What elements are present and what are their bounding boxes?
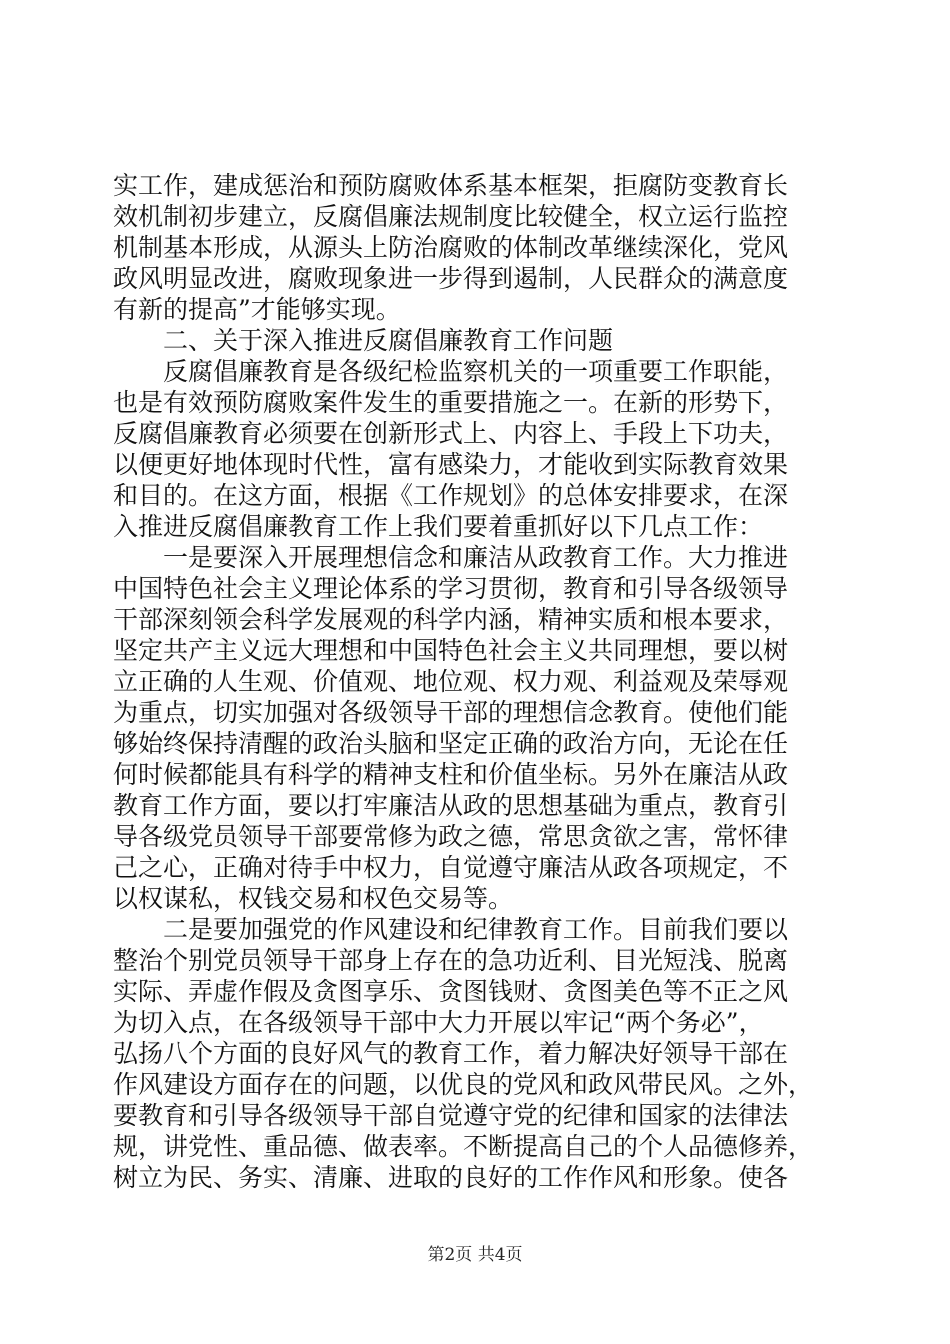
text-line: 为切入点，在各级领导干部中大力开展以牢记“两个务必”， (113, 1008, 764, 1037)
document-body (113, 170, 833, 1193)
page-footer: 第2页 共4页 (427, 1245, 523, 1265)
text-line: 作风建设方面存在的问题，以优良的党风和政风带民风。之外， (113, 1070, 814, 1099)
text-line: 要教育和引导各级领导干部自觉遵守党的纪律和国家的法律法 (113, 1101, 789, 1130)
text-line: 效机制初步建立，反腐倡廉法规制度比较健全，权立运行监控 (113, 202, 789, 231)
text-line: 实际、弄虚作假及贪图享乐、贪图钱财、贪图美色等不正之风 (113, 977, 789, 1006)
text-line: 何时候都能具有科学的精神支柱和价值坐标。另外在廉洁从政 (113, 760, 789, 789)
text-line: 一是要深入开展理想信念和廉洁从政教育工作。大力推进 (113, 543, 789, 572)
text-line: 中国特色社会主义理论体系的学习贯彻，教育和引导各级领导 (113, 574, 789, 603)
text-line: 以权谋私，权钱交易和权色交易等。 (113, 884, 514, 913)
text-line: 整治个别党员领导干部身上存在的急功近利、目光短浅、脱离 (113, 946, 789, 975)
text-line: 弘扬八个方面的良好风气的教育工作，着力解决好领导干部在 (113, 1039, 789, 1068)
text-line: 教育工作方面，要以打牢廉洁从政的思想基础为重点，教育引 (113, 791, 789, 820)
text-line: 反腐倡廉教育是各级纪检监察机关的一项重要工作职能， (113, 357, 789, 386)
text-line: 实工作，建成惩治和预防腐败体系基本框架，拒腐防变教育长 (113, 171, 789, 200)
text-line: 树立为民、务实、清廉、进取的良好的工作作风和形象。使各 (113, 1163, 789, 1192)
text-line: 干部深刻领会科学发展观的科学内涵，精神实质和根本要求， (113, 605, 789, 634)
text-line: 和目的。在这方面，根据《工作规划》的总体安排要求，在深 (113, 481, 789, 510)
text-line: 坚定共产主义远大理想和中国特色社会主义共同理想，要以树 (113, 636, 789, 665)
text-line: 二是要加强党的作风建设和纪律教育工作。目前我们要以 (113, 915, 789, 944)
text-line: 政风明显改进，腐败现象进一步得到遏制，人民群众的满意度 (113, 264, 789, 293)
text-line: 也是有效预防腐败案件发生的重要措施之一。在新的形势下， (113, 388, 789, 417)
text-line: 够始终保持清醒的政治头脑和坚定正确的政治方向，无论在任 (113, 729, 789, 758)
text-line: 己之心，正确对待手中权力，自觉遵守廉洁从政各项规定，不 (113, 853, 789, 882)
text-line: 二、关于深入推进反腐倡廉教育工作问题 (113, 326, 614, 355)
text-line: 立正确的人生观、价值观、地位观、权力观、利益观及荣辱观 (113, 667, 789, 696)
text-line: 为重点，切实加强对各级领导干部的理想信念教育。使他们能 (113, 698, 789, 727)
text-line: 反腐倡廉教育必须要在创新形式上、内容上、手段上下功夫， (113, 419, 789, 448)
text-line: 规，讲党性、重品德、做表率。不断提高自己的个人品德修养， (113, 1132, 814, 1161)
text-line: 机制基本形成，从源头上防治腐败的体制改革继续深化，党风 (113, 233, 789, 262)
text-line: 有新的提高”才能够实现。 (113, 295, 401, 324)
text-line: 以便更好地体现时代性，富有感染力，才能收到实际教育效果 (113, 450, 789, 479)
text-line: 导各级党员领导干部要常修为政之德，常思贪欲之害，常怀律 (113, 822, 789, 851)
text-line: 入推进反腐倡廉教育工作上我们要着重抓好以下几点工作： (113, 512, 764, 541)
